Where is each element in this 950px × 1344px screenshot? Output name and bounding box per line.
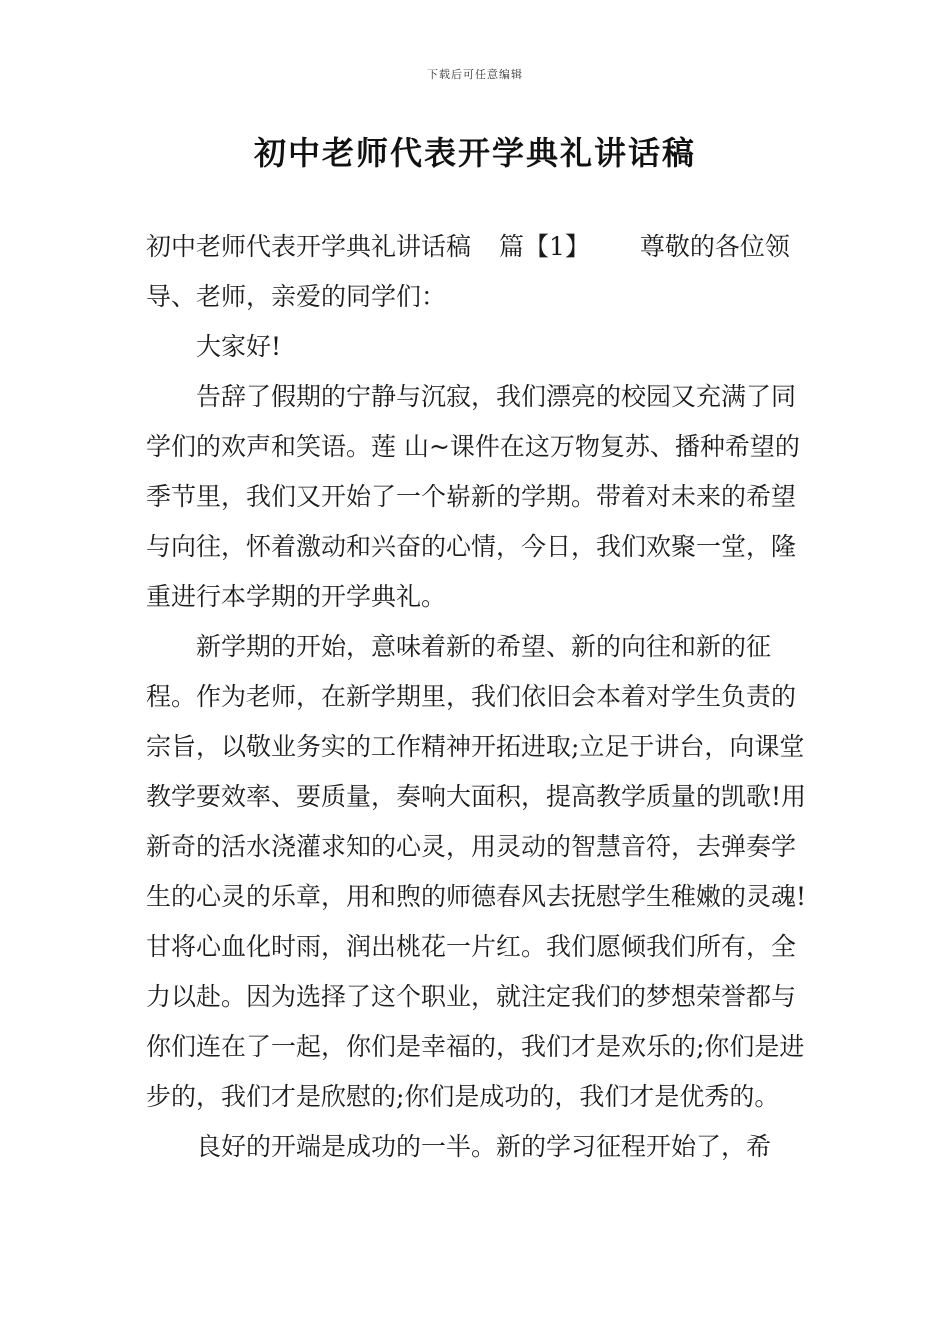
paragraph-1: 告辞了假期的宁静与沉寂，我们漂亮的校园又充满了同学们的欢声和笑语。莲 山~课件在这万物复苏、播种希望的季节里，我们又开始了一个崭新的学期。带着对未来的希望与向往，怀着激动和兴奋的心情，今日，我们欢聚一堂，隆重进行本学期的开学典礼。: [146, 382, 800, 611]
document-title: 初中老师代表开学典礼讲话稿: [253, 134, 696, 172]
part-label: 篇【1】: [499, 232, 590, 261]
salutation: 尊敬的各位领导、老师，亲爱的同学们：: [146, 232, 790, 311]
page-header-note: 下载后可任意编辑: [427, 68, 523, 81]
opening-heading: 初中老师代表开学典礼讲话稿: [146, 232, 472, 261]
paragraph-greeting: 大家好!: [196, 332, 282, 361]
paragraph-3: 良好的开端是成功的一半。新的学习征程开始了，希: [196, 1132, 772, 1161]
opening-paragraph: [146, 222, 812, 322]
paragraph-2: 新学期的开始，意味着新的希望、新的向往和新的征程。作为老师，在新学期里，我们依旧会本着对学生负责的宗旨，以敬业务实的工作精神开拓进取;立足于讲台，向课堂教学要效率、要质量，奏响大面积，提高教学质量的凯歌!用新奇的活水浇灌求知的心灵，用灵动的智慧音符，去弹奏学生的心灵的乐章，用和煦的师德春风去抚慰学生稚嫩的灵魂!甘将心血化时雨，润出桃花一片红。我们愿倾我们所有，全力以赴。因为选择了这个职业，就注定我们的梦想荣誉都与你们连在了一起，你们是幸福的，我们才是欢乐的;你们是进步的，我们才是欣慰的;你们是成功的，我们才是优秀的。: [146, 632, 807, 1111]
document-body: [146, 222, 812, 1172]
